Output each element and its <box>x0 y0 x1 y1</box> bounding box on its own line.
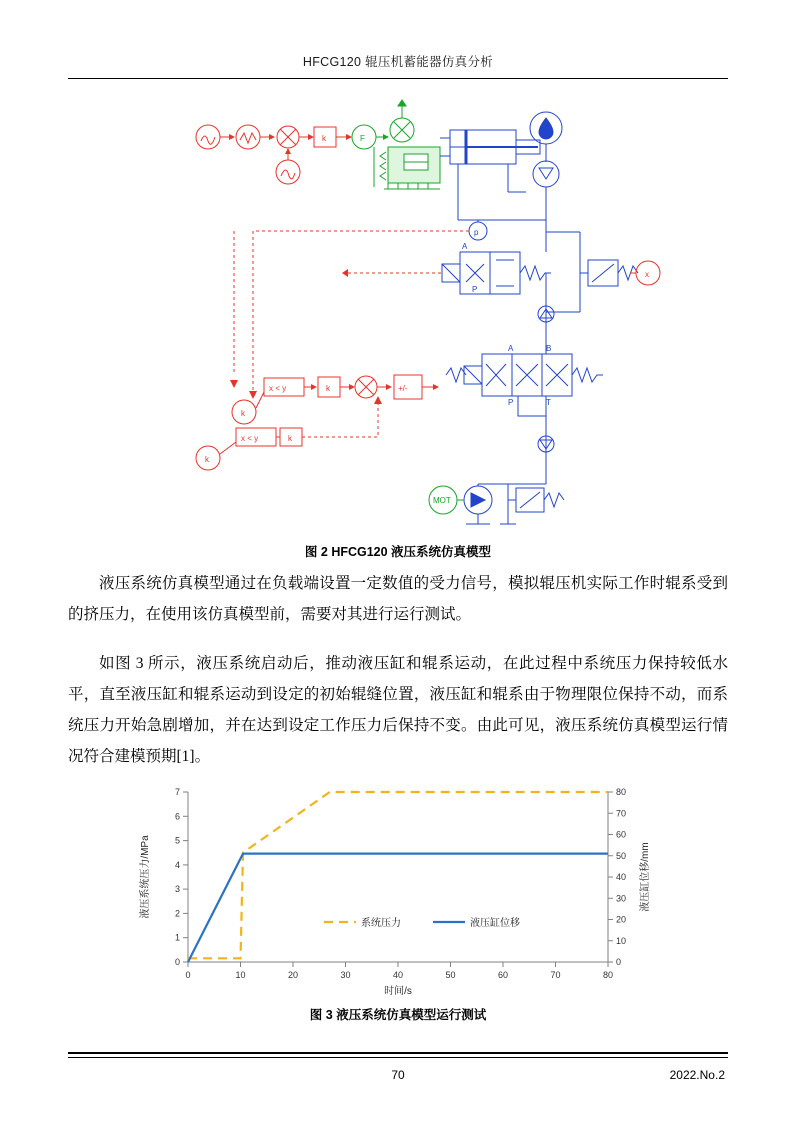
footer-divider-thin <box>68 1057 728 1058</box>
legend-label-displacement: 液压缸位移 <box>470 918 520 929</box>
svg-text:20: 20 <box>287 970 299 980</box>
chart-legend <box>324 916 520 929</box>
chart-ylabel-right: 液压缸位移/mm <box>640 842 651 912</box>
valve2-port-a: A <box>508 344 514 353</box>
valve1-port-p: P <box>472 285 478 294</box>
diagram-motor-label: MOT <box>433 496 451 505</box>
valve2-port-t: T <box>546 398 551 407</box>
svg-text:30: 30 <box>616 893 627 904</box>
figure-3-caption: 图 3 液压系统仿真模型运行测试 <box>309 1008 487 1022</box>
diagram-gain-2: k <box>241 409 245 418</box>
footer-page-number: 70 <box>391 1068 405 1082</box>
valve1-port-a: A <box>462 242 468 251</box>
diagram-sum-sign: +/- <box>398 384 408 393</box>
svg-text:6: 6 <box>174 811 180 822</box>
svg-text:0: 0 <box>185 970 191 980</box>
svg-text:10: 10 <box>235 970 246 980</box>
diagram-gain-3: k <box>326 384 330 393</box>
figure-2-schematic <box>68 92 728 532</box>
svg-text:70: 70 <box>550 970 561 980</box>
svg-text:1: 1 <box>174 932 180 943</box>
header-divider <box>68 78 728 79</box>
svg-text:0: 0 <box>174 957 180 967</box>
diagram-output-x: x <box>645 270 649 279</box>
footer-issue: 2022.No.2 <box>669 1068 725 1082</box>
svg-text:40: 40 <box>392 970 404 980</box>
diagram-gain-1: k <box>322 134 326 143</box>
svg-text:7: 7 <box>174 787 180 797</box>
svg-text:50: 50 <box>445 970 456 980</box>
svg-text:p: p <box>474 228 479 237</box>
series-cylinder-displacement <box>188 854 608 962</box>
svg-text:2: 2 <box>174 908 180 919</box>
svg-text:3: 3 <box>174 884 180 895</box>
series-system-pressure <box>188 792 608 958</box>
diagram-gain-4: k <box>288 434 292 443</box>
svg-text:80: 80 <box>616 787 627 797</box>
svg-text:60: 60 <box>497 970 509 980</box>
chart-xlabel: 时间/s <box>384 986 412 997</box>
paragraph-1: 液压系统仿真模型通过在负载端设置一定数值的受力信号，模拟辊压机实际工作时辊系受到的挤压力，在使用该仿真模型前，需要对其进行运行测试。 <box>68 575 728 623</box>
svg-text:30: 30 <box>340 970 351 980</box>
valve2-port-b: B <box>546 344 552 353</box>
figure-2-caption: 图 2 HFCG120 液压系统仿真模型 <box>304 545 492 559</box>
figure-3-chart <box>128 782 668 997</box>
svg-text:0: 0 <box>616 957 622 967</box>
chart-ylabel-left: 液压系统压力/MPa <box>140 835 151 919</box>
svg-text:60: 60 <box>616 829 627 840</box>
diagram-force-label: F <box>360 134 365 143</box>
svg-text:40: 40 <box>616 872 627 882</box>
svg-text:20: 20 <box>616 914 627 925</box>
svg-text:70: 70 <box>616 808 627 819</box>
diagram-compare-1: x < y <box>269 384 287 393</box>
svg-text:5: 5 <box>174 835 180 846</box>
diagram-compare-2: x < y <box>241 434 259 443</box>
svg-text:4: 4 <box>174 859 180 870</box>
svg-text:50: 50 <box>616 850 627 861</box>
page-header: HFCG120 辊压机蓄能器仿真分析 <box>302 55 494 69</box>
legend-label-pressure: 系统压力 <box>361 918 401 929</box>
svg-text:80: 80 <box>602 970 614 980</box>
valve2-port-p: P <box>508 398 514 407</box>
diagram-gain-5: k <box>205 455 209 464</box>
paragraph-2: 如图 3 所示，液压系统启动后，推动液压缸和辊系运动，在此过程中系统压力保持较低水平，直至液压缸和辊系运动到设定的初始辊缝位置，液压缸和辊系由于物理限位保持不动，而系统压力开始急剧增加，并在达到设定工作压力后保持不变。由此可见，液压系统仿真模型运行情况符合建模预期[1]。 <box>68 655 728 765</box>
footer-divider-thick <box>68 1052 728 1054</box>
svg-text:10: 10 <box>616 935 627 946</box>
